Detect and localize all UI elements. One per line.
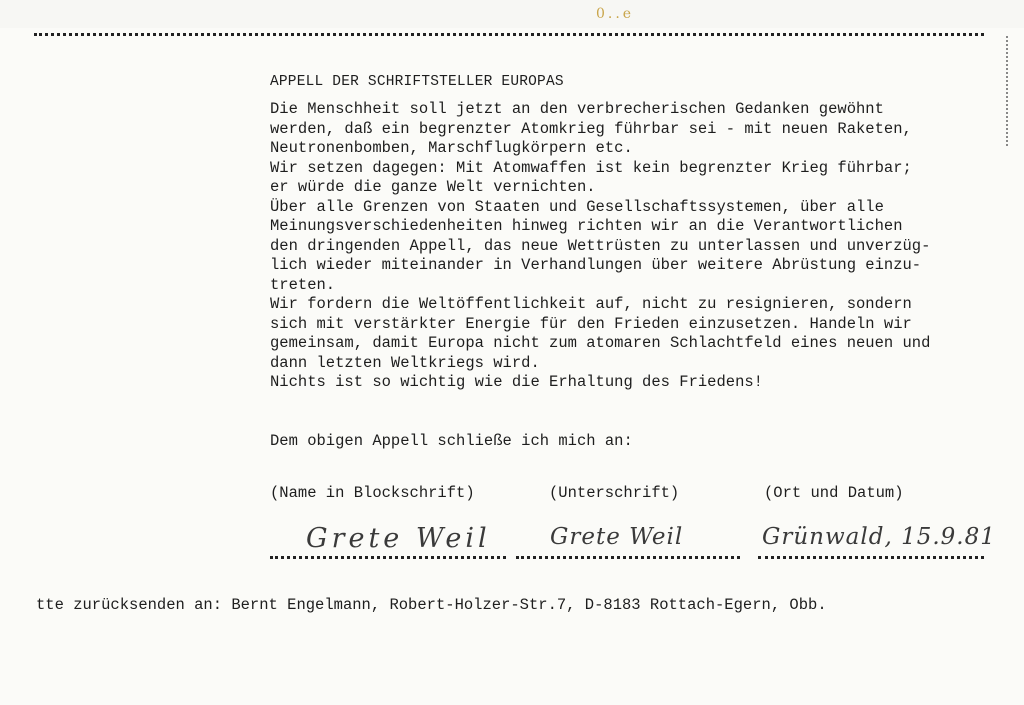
return-address: tte zurücksenden an: Bernt Engelmann, Robert-Holzer-Str.7, D-8183 Rottach-Egern, Obb. [36, 596, 827, 614]
body-line: Nichts ist so wichtig wie die Erhaltung des Friedens! [270, 373, 763, 391]
body-line: Meinungsverschiedenheiten hinweg richten wir an die Verantwortlichen [270, 217, 903, 235]
appeal-body [270, 100, 1000, 393]
place-date-dotted-line [758, 556, 984, 559]
body-line: werden, daß ein begrenzter Atomkrieg führbar sei - mit neuen Raketen, [270, 119, 912, 138]
handwritten-place-date: Grünwald, 15.9.81 [762, 524, 996, 550]
body-line: Die Menschheit soll jetzt an den verbrecherischen Gedanken gewöhnt [270, 100, 884, 118]
body-line: sich mit verstärkter Energie für den Frieden einzusetzen. Handeln wir [270, 314, 912, 333]
signature-field-label: (Unterschrift) [549, 484, 680, 502]
body-line: den dringenden Appell, das neue Wettrüsten zu unterlassen und unverzüg- [270, 236, 931, 255]
body-line: Wir setzen dagegen: Mit Atomwaffen ist kein begrenzter Krieg führbar; [270, 158, 912, 177]
body-line: Wir fordern die Weltöffentlichkeit auf, nicht zu resignieren, sondern [270, 295, 912, 313]
name-field-label: (Name in Blockschrift) [270, 484, 475, 502]
perforation-line [34, 33, 984, 36]
join-statement: Dem obigen Appell schließe ich mich an: [270, 432, 633, 450]
signature-dotted-line [516, 556, 740, 559]
perforation-edge [1006, 36, 1008, 146]
body-line: lich wieder miteinander in Verhandlungen über weitere Abrüstung einzu- [270, 256, 922, 274]
body-line: treten. [270, 275, 336, 294]
handwritten-signature: Grete Weil [550, 524, 684, 550]
body-line: er würde die ganze Welt vernichten. [270, 178, 596, 196]
name-dotted-line [270, 556, 506, 559]
body-line: gemeinsam, damit Europa nicht zum atomaren Schlachtfeld eines neuen und [270, 334, 931, 352]
body-line: Neutronenbomben, Marschflugkörpern etc. [270, 139, 633, 157]
body-line: Über alle Grenzen von Staaten und Gesellschaftssystemen, über alle [270, 197, 884, 216]
pencil-mark: 0..e [596, 6, 635, 22]
place-date-field-label: (Ort und Datum) [764, 484, 904, 502]
document-title: APPELL DER SCHRIFTSTELLER EUROPAS [270, 74, 564, 90]
torn-top-strip [0, 0, 1024, 28]
handwritten-name: Grete Weil [306, 523, 491, 554]
body-line: dann letzten Weltkriegs wird. [270, 353, 540, 372]
